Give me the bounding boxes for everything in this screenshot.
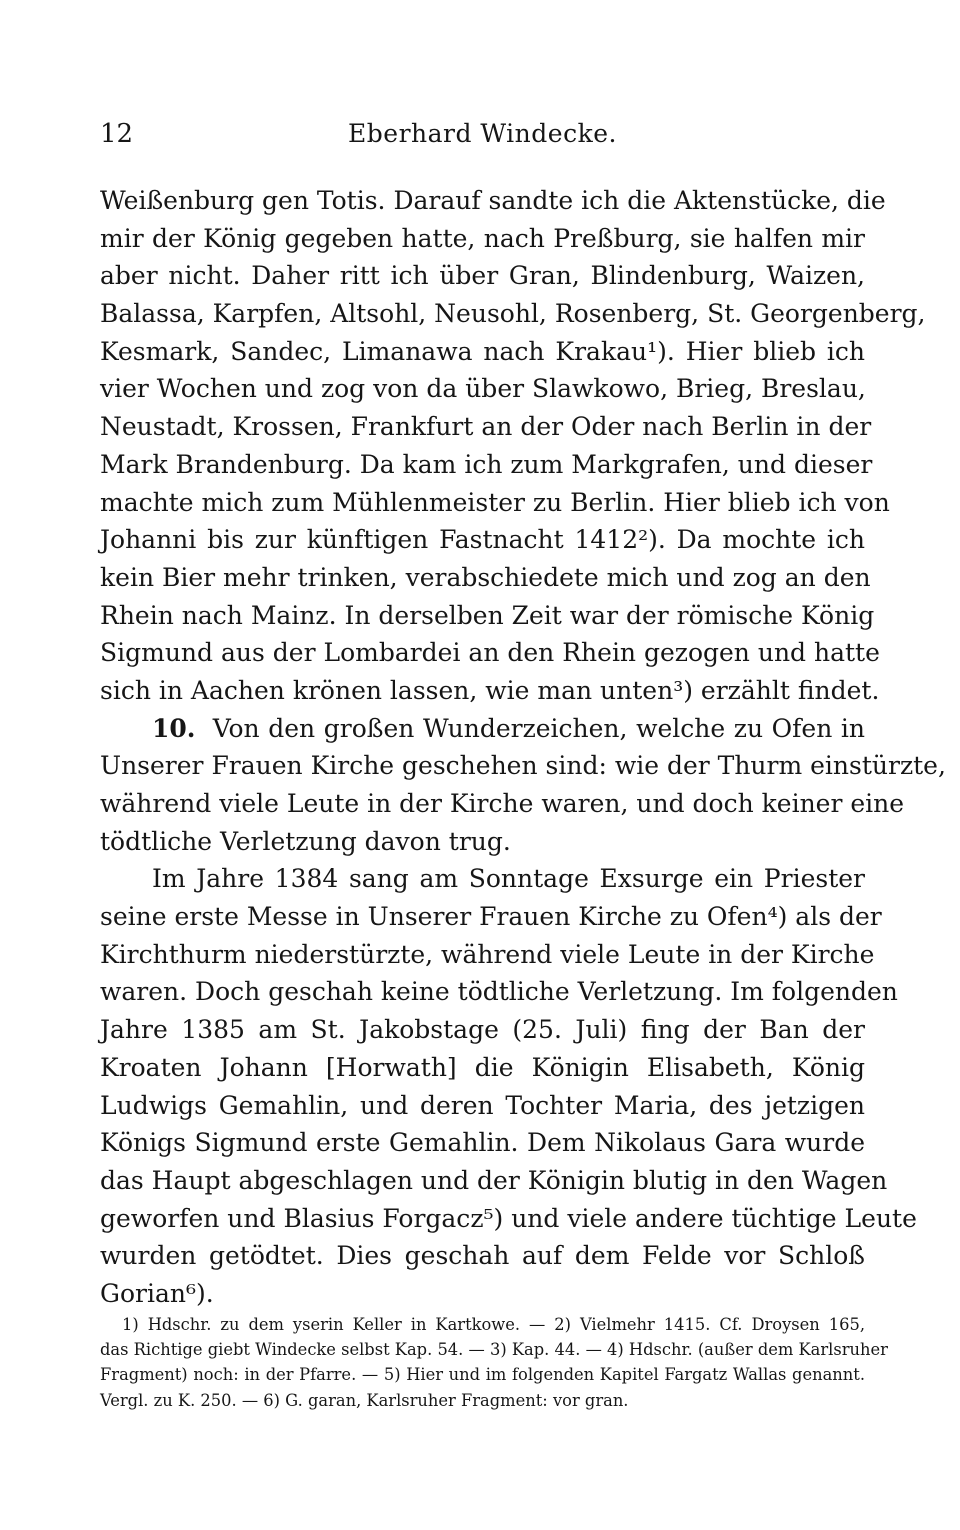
text-line: Kesmark, Sandec, Limanawa nach Krakau¹). Hier blieb ich (100, 336, 865, 366)
footnote-line: 1) Hdschr. zu dem yserin Keller in Kartkowe. — 2) Vielmehr 1415. Cf. Droysen 165, (122, 1315, 865, 1334)
section-first-line (100, 710, 865, 748)
text-line: vier Wochen und zog von da über Slawkowo, Brieg, Breslau, (100, 374, 866, 404)
text-line: waren. Doch geschah keine tödtliche Verletzung. Im folgenden (100, 977, 898, 1007)
text-line: tödtliche Verletzung davon trug. (100, 826, 511, 856)
text-line: Johanni bis zur künftigen Fastnacht 1412²). Da mochte ich (100, 525, 865, 555)
section-number: 10. (152, 713, 196, 743)
text-line: während viele Leute in der Kirche waren, und doch keiner eine (100, 789, 905, 818)
text-line: das Haupt abgeschlagen und der Königin blutig in den Wagen (100, 1165, 888, 1195)
text-line: Königs Sigmund erste Gemahlin. Dem Nikolaus Gara wurde (100, 1128, 865, 1158)
text-line: Gorian⁶). (100, 1278, 214, 1308)
text-line: sich in Aachen krönen lassen, wie man unten³) erzählt findet. (100, 675, 880, 705)
text-line: Rhein nach Mainz. In derselben Zeit war der römische König (100, 600, 875, 630)
text-line: wurden getödtet. Dies geschah auf dem Felde vor Schloß (100, 1241, 865, 1271)
footnote-line: das Richtige giebt Windecke selbst Kap. 54. — 3) Kap. 44. — 4) Hdschr. (außer dem Karlsruher (100, 1340, 888, 1360)
running-title: Eberhard Windecke. (348, 119, 617, 148)
paragraph-1 (100, 182, 926, 710)
section-title-start: Von den großen Wunderzeichen, welche zu Ofen in (212, 713, 865, 743)
text-line: Ludwigs Gemahlin, und deren Tochter Maria, des jetzigen (100, 1090, 865, 1120)
footnote-line: Vergl. zu K. 250. — 6) G. garan, Karlsruher Fragment: vor gran. (100, 1390, 629, 1410)
text-line: Unserer Frauen Kirche geschehen sind: wie der Thurm einstürzte, (100, 751, 946, 781)
text-line: Im Jahre 1384 sang am Sonntage Exsurge ein Priester (152, 864, 865, 894)
footnotes (100, 1312, 888, 1413)
page-header (100, 112, 865, 156)
paragraph-2 (100, 860, 917, 1312)
text-line: Kirchthurm niederstürzte, während viele Leute in der Kirche (100, 939, 875, 969)
footnote-line: Fragment) noch: in der Pfarre. — 5) Hier und im folgenden Kapitel Fargatz Wallas genannt. (100, 1365, 865, 1385)
text-line: Kroaten Johann [Horwath] die Königin Elisabeth, König (100, 1052, 865, 1082)
text-line: geworfen und Blasius Forgacz⁵) und viele andere tüchtige Leute (100, 1203, 917, 1233)
text-line: Weißenburg gen Totis. Darauf sandte ich die Aktenstücke, die (100, 186, 886, 215)
page-number: 12 (100, 119, 134, 149)
text-line: Balassa, Karpfen, Altsohl, Neusohl, Rosenberg, St. Georgenberg, (100, 299, 926, 329)
text-line: kein Bier mehr trinken, verabschiedete mich und zog an den (100, 562, 871, 592)
text-line: Jahre 1385 am St. Jakobstage (25. Juli) fing der Ban der (100, 1015, 865, 1045)
text-line: Neustadt, Krossen, Frankfurt an der Oder nach Berlin in der (100, 412, 872, 442)
section-heading (100, 710, 946, 861)
text-line: aber nicht. Daher ritt ich über Gran, Blindenburg, Waizen, (100, 261, 865, 291)
text-line: seine erste Messe in Unserer Frauen Kirche zu Ofen⁴) als der (100, 902, 882, 932)
text-line: machte mich zum Mühlenmeister zu Berlin. Hier blieb ich von (100, 487, 890, 517)
text-line: mir der König gegeben hatte, nach Preßburg, sie halfen mir (100, 223, 865, 253)
body-text (100, 182, 946, 1313)
text-line: Sigmund aus der Lombardei an den Rhein gezogen und hatte (100, 638, 880, 668)
text-line: Mark Brandenburg. Da kam ich zum Markgrafen, und dieser (100, 449, 873, 479)
